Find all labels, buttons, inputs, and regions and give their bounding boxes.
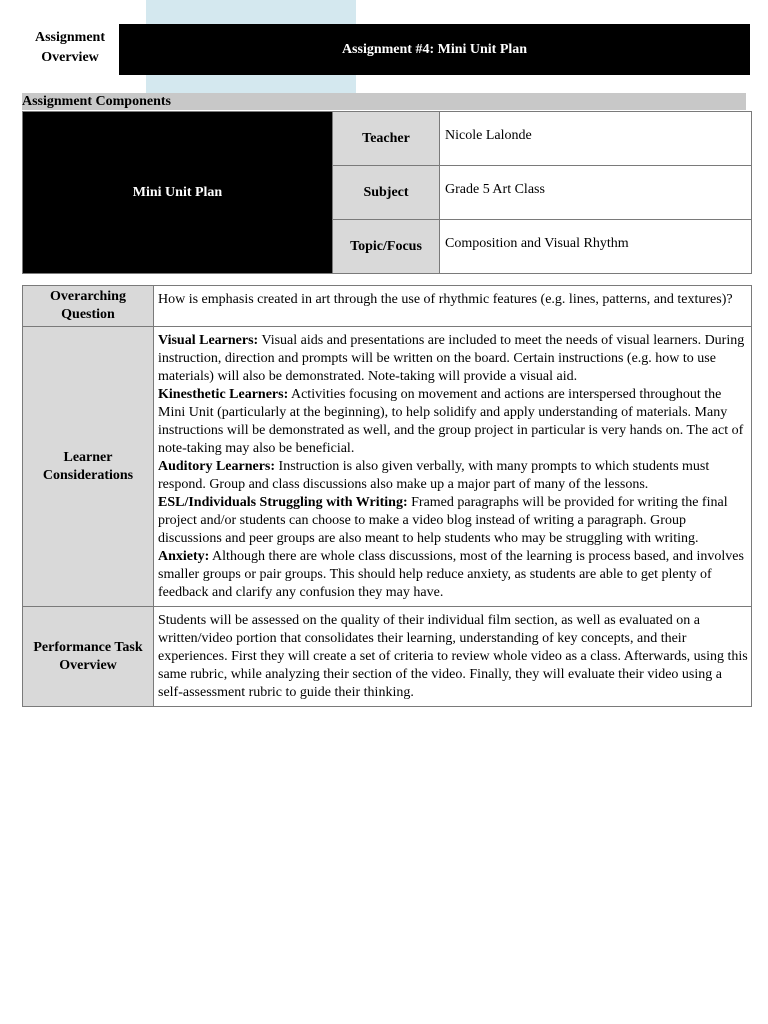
auditory-learners-item: Auditory Learners: Instruction is also given verbally, with many prompts to which students must respond. Group and class discussions also make up a major part of many of the lessons. (158, 459, 710, 492)
overarching-question-label: Overarching Question (23, 286, 154, 327)
subject-value: Grade 5 Art Class (440, 166, 752, 220)
visual-learners-item: Visual Learners: Visual aids and presentations are included to meet the needs of visual learners. During instruction, direction and prompts will be written on the board. Certain instructions (e.g. how to use materials) will also be demonstrated. Note-taking will provide a visual aid. (158, 333, 745, 384)
assignment-overview-label: Assignment Overview (34, 30, 105, 65)
topic-value: Composition and Visual Rhythm (440, 220, 752, 274)
teacher-label: Teacher (333, 112, 440, 166)
anxiety-item: Anxiety: Although there are whole class discussions, most of the learning is process based, and involves smaller groups or pair groups. This should help reduce anxiety, as students are able to get plenty of feedback and clarify any confusion they may have. (158, 549, 744, 600)
learner-considerations-label: Learner Considerations (23, 327, 154, 607)
teacher-row (23, 112, 752, 166)
topic-label: Topic/Focus (333, 220, 440, 274)
assignment-components-heading: Assignment Components (22, 93, 746, 110)
subject-label: Subject (333, 166, 440, 220)
overview-table (22, 285, 752, 707)
overarching-question-row (23, 286, 752, 327)
assignment-title-bar (119, 24, 750, 75)
mini-unit-plan-cell: Mini Unit Plan (23, 112, 333, 274)
performance-task-row (23, 607, 752, 707)
assignment-title: Assignment #4: Mini Unit Plan (341, 41, 528, 57)
performance-task-label: Performance Task Overview (23, 607, 154, 707)
esl-writing-item: ESL/Individuals Struggling with Writing: Framed paragraphs will be provided for writing the final project and/or students can choose to make a video blog instead of writing a paragraph. Group discussions and peer groups are also meant to help students who may be struggling with writing. (158, 495, 728, 546)
teacher-value: Nicole Lalonde (440, 112, 752, 166)
performance-task-text: Students will be assessed on the quality of their individual film section, as well as evaluated on a written/video portion that consolidates their learning, understanding of key concepts, and their experiences. First they will create a set of criteria to review whole video as a class. Afterwards, using this same rubric, while analyzing their section of the video. Finally, they will evaluate their video using a self-assessment rubric to guide their thinking. (154, 607, 752, 707)
components-table (22, 111, 752, 274)
kinesthetic-learners-item: Kinesthetic Learners: Activities focusing on movement and actions are interspersed throughout the Mini Unit (particularly at the beginning), to help solidify and apply understanding of materials. Many instructions will be demonstrated as well, and the group project in particular is very hands on. The act of note-taking may also be beneficial. (158, 387, 744, 456)
learner-considerations-row (23, 327, 752, 607)
learner-considerations-text (154, 327, 752, 607)
overarching-question-text: How is emphasis created in art through the use of rhythmic features (e.g. lines, patterns, and textures)? (154, 286, 752, 327)
